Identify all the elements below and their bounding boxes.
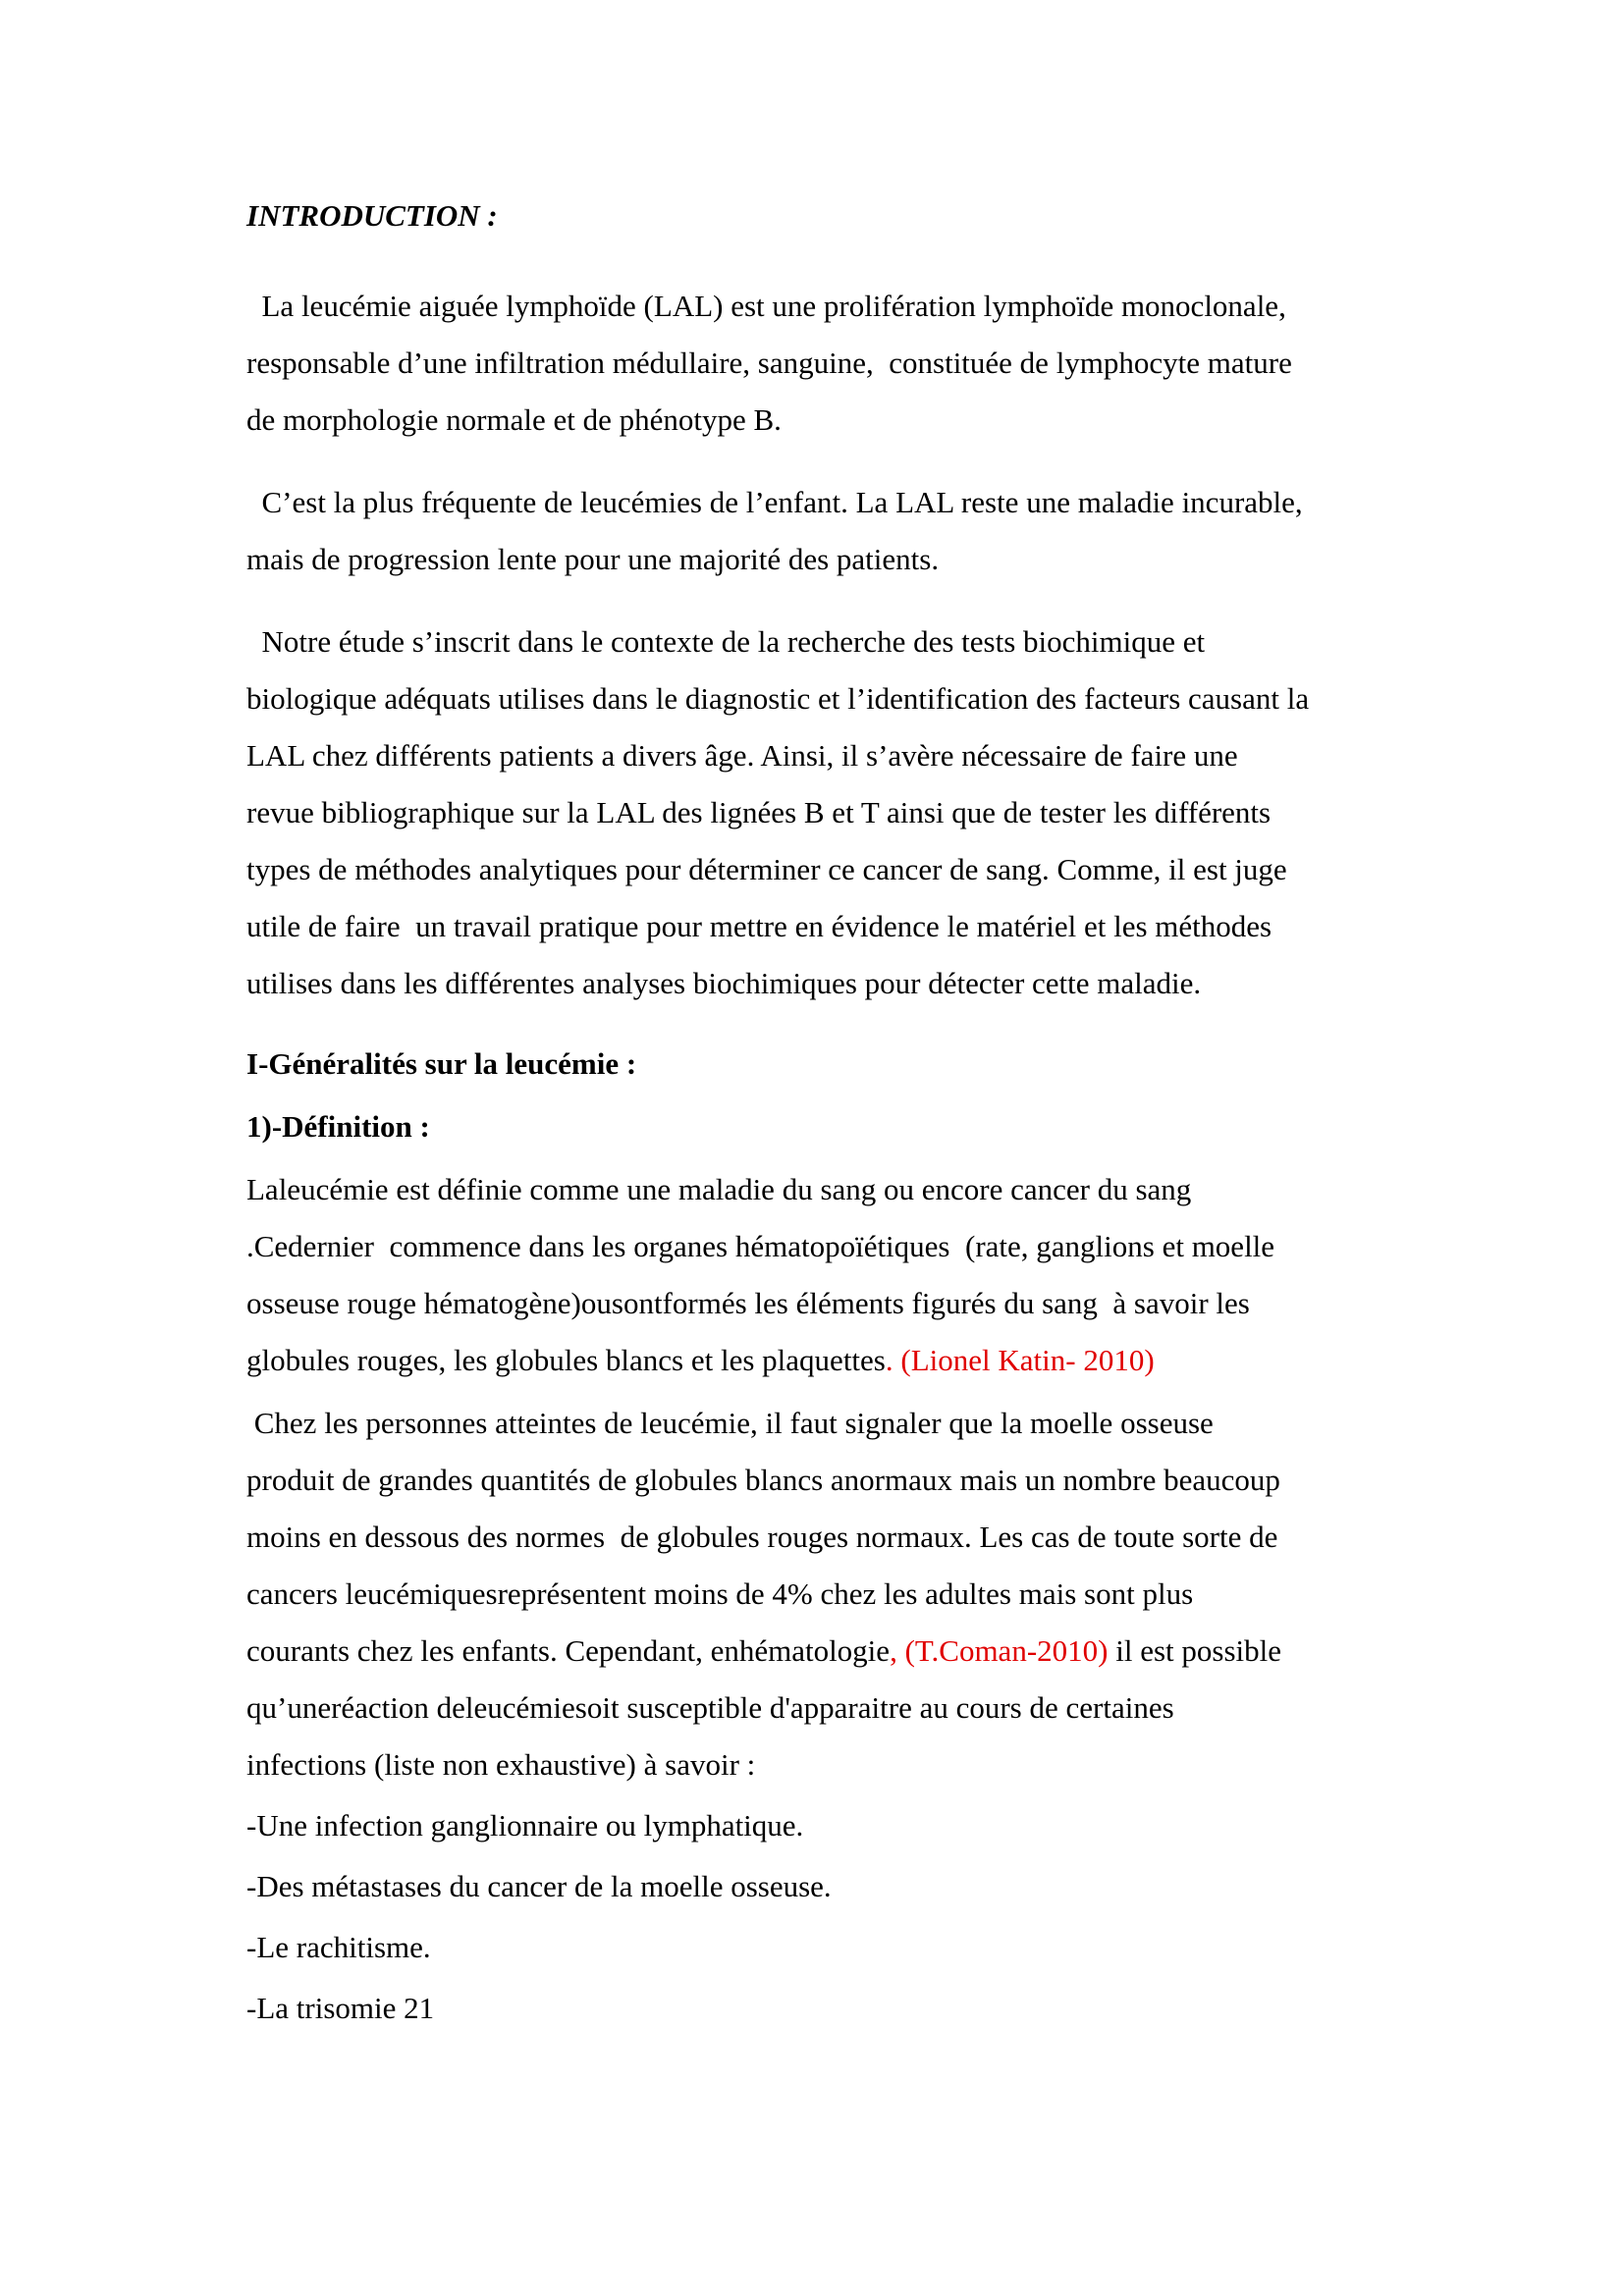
list-item: -Le rachitisme. [246, 1930, 431, 1964]
intro-p2-line1: C’est la plus fréquente de leucémies de l’enfant. La LAL reste une maladie incurable, [246, 485, 1303, 519]
p2-line2: produit de grandes quantités de globules blancs anormaux mais un nombre beaucoup [246, 1463, 1280, 1497]
list-item: -Une infection ganglionnaire ou lymphatique. [246, 1808, 804, 1842]
page-title: INTRODUCTION : [246, 198, 498, 233]
intro-p1-line2: responsable d’une infiltration médullaire, sanguine, constituée de lymphocyte mature [246, 346, 1292, 380]
p2-line5-before: courants chez les enfants. Cependant, enhématologie [246, 1633, 891, 1668]
p2-line5 [246, 1633, 1281, 1669]
intro-p1-line1: La leucémie aiguée lymphoïde (LAL) est une prolifération lymphoïde monoclonale, [246, 289, 1286, 323]
p2-line1: Chez les personnes atteintes de leucémie, il faut signaler que la moelle osseuse [246, 1406, 1214, 1440]
intro-p3-line5: types de méthodes analytiques pour déterminer ce cancer de sang. Comme, il est juge [246, 852, 1287, 886]
p2-line5-after: il est possible [1108, 1633, 1281, 1668]
list-item: -Des métastases du cancer de la moelle osseuse. [246, 1869, 832, 1903]
definition-line4 [246, 1343, 1155, 1378]
intro-p2-line2: mais de progression lente pour une majorité des patients. [246, 542, 940, 576]
definition-line2: .Cedernier commence dans les organes hématopoïétiques (rate, ganglions et moelle [246, 1229, 1275, 1263]
section-heading: I-Généralités sur la leucémie : [246, 1046, 637, 1081]
intro-p3-line6: utile de faire un travail pratique pour mettre en évidence le matériel et les méthodes [246, 909, 1272, 943]
p2-line7: infections (liste non exhaustive) à savoir : [246, 1747, 756, 1782]
definition-line3: osseuse rouge hématogène)ousontformés les éléments figurés du sang à savoir les [246, 1286, 1250, 1320]
subsection-heading: 1)-Définition : [246, 1109, 430, 1144]
intro-p3-line7: utilises dans les différentes analyses biochimiques pour détecter cette maladie. [246, 966, 1202, 1000]
list-item: -La trisomie 21 [246, 1991, 435, 2025]
intro-p3-line1: Notre étude s’inscrit dans le contexte de la recherche des tests biochimique et [246, 624, 1206, 659]
intro-p1-line3: de morphologie normale et de phénotype B. [246, 402, 782, 437]
intro-p3-line2: biologique adéquats utilises dans le diagnostic et l’identification des facteurs causant la [246, 681, 1310, 716]
definition-line4-text: globules rouges, les globules blancs et les plaquettes [246, 1343, 886, 1377]
citation-katin: . (Lionel Katin- 2010) [885, 1343, 1155, 1377]
p2-line4: cancers leucémiquesreprésentent moins de 4% chez les adultes mais sont plus [246, 1576, 1194, 1611]
intro-p3-line4: revue bibliographique sur la LAL des lignées B et T ainsi que de tester les différents [246, 795, 1272, 829]
citation-coman: , (T.Coman-2010) [890, 1633, 1109, 1668]
p2-line3: moins en dessous des normes de globules rouges normaux. Les cas de toute sorte de [246, 1520, 1278, 1554]
definition-line1: Laleucémie est définie comme une maladie du sang ou encore cancer du sang [246, 1172, 1192, 1206]
p2-line6: qu’uneréaction deleucémiesoit susceptible d'apparaitre au cours de certaines [246, 1690, 1174, 1725]
intro-p3-line3: LAL chez différents patients a divers âge. Ainsi, il s’avère nécessaire de faire une [246, 738, 1238, 773]
